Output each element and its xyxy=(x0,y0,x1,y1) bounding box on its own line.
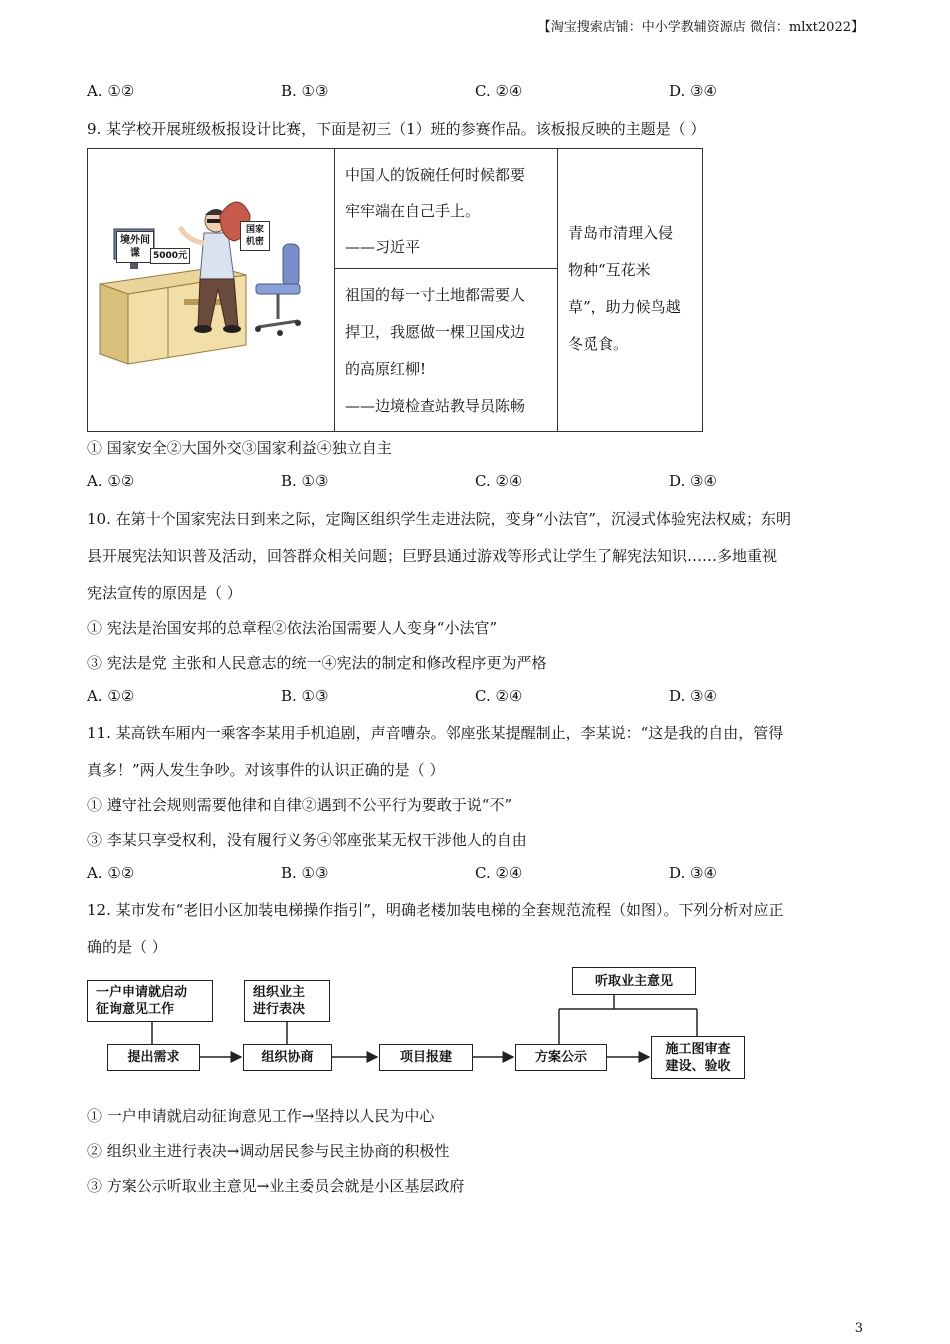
q10-stem-line3: 宪法宣传的原因是（ ） xyxy=(87,584,242,602)
q8-options xyxy=(87,82,787,104)
option-c[interactable]: C. ②④ xyxy=(475,472,523,490)
spy-illustration xyxy=(88,149,332,431)
option-d[interactable]: D. ③④ xyxy=(669,864,717,882)
board-illustration-cell xyxy=(88,149,335,431)
option-b[interactable]: B. ①③ xyxy=(281,864,329,882)
page-number: 3 xyxy=(854,1321,863,1336)
step-organize-consult: 组织协商 xyxy=(243,1044,332,1071)
q10-stem-line2: 县开展宪法知识普及活动，回答群众相关问题；巨野县通过游戏等形式让学生了解宪法知识……多地重视 xyxy=(87,547,778,565)
sign-spy: 境外间谍 xyxy=(116,231,154,263)
option-b[interactable]: B. ①③ xyxy=(281,472,329,490)
q11-choice-line1: ① 遵守社会规则需要他律和自律②遇到不公平行为要敢于说“不” xyxy=(87,796,513,814)
q9-blackboard xyxy=(87,148,703,432)
q9-choices: ① 国家安全②大国外交③国家利益④独立自主 xyxy=(87,439,392,457)
option-a[interactable]: A. ①② xyxy=(87,82,135,100)
option-c[interactable]: C. ②④ xyxy=(475,687,523,705)
q10-choice-line1: ① 宪法是治国安邦的总章程②依法治国需要人人变身“小法官” xyxy=(87,619,498,637)
quote-xi: 中国人的饭碗任何时候都要 牢牢端在自己手上。 ——习近平 xyxy=(335,149,557,269)
q10-options xyxy=(87,687,787,709)
q12-stem-line2: 确的是（ ） xyxy=(87,938,167,956)
option-a[interactable]: A. ①② xyxy=(87,472,135,490)
step-plan-publicity: 方案公示 xyxy=(515,1044,607,1071)
quote-border-guard: 祖国的每一寸土地都需要人 捍卫，我愿做一棵卫国戍边 的高原红柳! ——边境检查站教导员陈畅 xyxy=(345,286,526,415)
note-hear-owners: 听取业主意见 xyxy=(572,967,696,995)
q12-stem-line1: 12. 某市发布“老旧小区加装电梯操作指引”，明确老楼加装电梯的全套规范流程（如图）。下列分析对应正 xyxy=(87,901,784,919)
option-b[interactable]: B. ①③ xyxy=(281,687,329,705)
q11-options xyxy=(87,864,787,886)
note-one-household: 一户申请就启动 征询意见工作 xyxy=(87,980,213,1022)
option-a[interactable]: A. ①② xyxy=(87,687,135,705)
step-raise-demand: 提出需求 xyxy=(107,1044,200,1071)
q11-stem-line1: 11. 某高铁车厢内一乘客李某用手机追剧，声音嘈杂。邻座张某提醒制止，李某说：“这是我的自由，管得 xyxy=(87,724,784,742)
board-qingdao-cell: 青岛市清理入侵 物种“互花米 草”，助力候鸟越 冬觅食。 xyxy=(568,224,681,353)
q10-stem-line1: 10. 在第十个国家宪法日到来之际，定陶区组织学生走进法院，变身“小法官”，沉浸式体验宪法权威；东明 xyxy=(87,510,791,528)
q11-choice-line2: ③ 李某只享受权利，没有履行义务④邻座张某无权干涉他人的自由 xyxy=(87,831,527,849)
option-a[interactable]: A. ①② xyxy=(87,864,135,882)
q12-choice-1: ① 一户申请就启动征询意见工作→坚持以人民为中心 xyxy=(87,1107,435,1125)
option-d[interactable]: D. ③④ xyxy=(669,82,717,100)
option-c[interactable]: C. ②④ xyxy=(475,82,523,100)
option-b[interactable]: B. ①③ xyxy=(281,82,329,100)
header-note: 【淘宝搜索店铺：中小学教辅资源店 微信：mlxt2022】 xyxy=(537,20,864,35)
step-project-filing: 项目报建 xyxy=(379,1044,473,1071)
sign-state-secret: 国家机密 xyxy=(240,221,270,251)
q12-choice-2: ② 组织业主进行表决→调动居民参与民主协商的积极性 xyxy=(87,1142,450,1160)
board-quotes-cell xyxy=(335,149,558,431)
step-construction: 施工图审查 建设、验收 xyxy=(651,1036,745,1079)
option-d[interactable]: D. ③④ xyxy=(669,687,717,705)
money-label: 5000元 xyxy=(150,248,190,264)
q11-stem-line2: 真多！”两人发生争吵。对该事件的认识正确的是（ ） xyxy=(87,761,445,779)
note-owner-vote: 组织业主 进行表决 xyxy=(244,980,330,1022)
option-c[interactable]: C. ②④ xyxy=(475,864,523,882)
q9-stem: 9. 某学校开展班级板报设计比赛，下面是初三（1）班的参赛作品。该板报反映的主题是（ ） xyxy=(87,120,706,138)
q10-choice-line2: ③ 宪法是党 主张和人民意志的统一④宪法的制定和修改程序更为严格 xyxy=(87,654,547,672)
option-d[interactable]: D. ③④ xyxy=(669,472,717,490)
q12-choice-3: ③ 方案公示听取业主意见→业主委员会就是小区基层政府 xyxy=(87,1177,465,1195)
q9-options xyxy=(87,472,787,494)
